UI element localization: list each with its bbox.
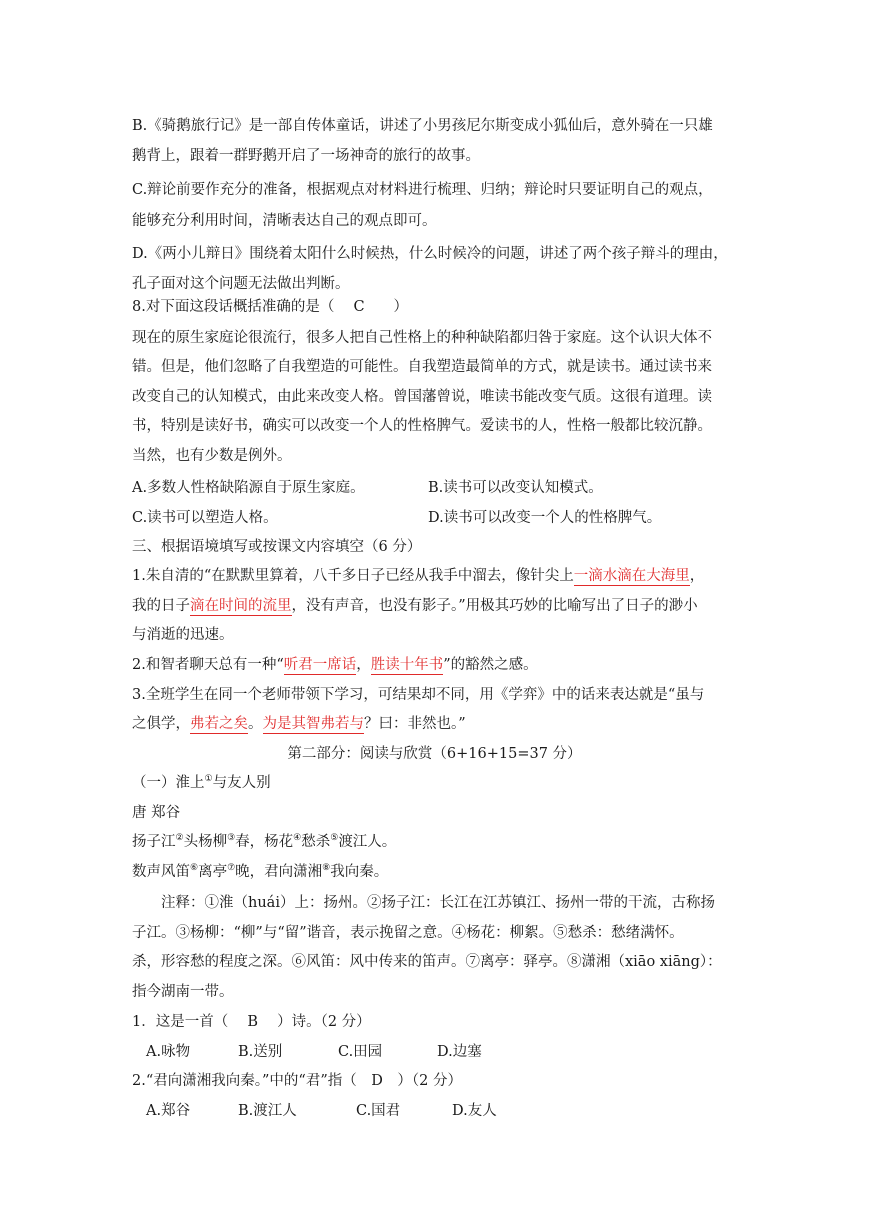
part2-q1-option-c: C.田园 xyxy=(338,1044,383,1060)
poem-line2-mark3: ⑧ xyxy=(322,863,331,874)
section3-q3-text-b: 之俱学， xyxy=(132,716,190,732)
part2-q1-stem: 1．这是一首（ B ）诗。（2 分） xyxy=(132,1014,371,1030)
poem-title-b: 与友人别 xyxy=(212,775,271,791)
poem-line2-d: 我向秦。 xyxy=(330,864,389,880)
poem-line1-e: 渡江人。 xyxy=(338,834,397,850)
poem-line1-mark4: ⑤ xyxy=(330,833,339,844)
poem-line2-a: 数声风笛 xyxy=(132,864,190,880)
poem-author: 唐 郑谷 xyxy=(132,805,181,821)
section3-q2-answer1: 听君一席话 xyxy=(283,657,357,673)
section3-q2-text-b: ， xyxy=(356,657,371,673)
q8-option-b: B.读书可以改变认知模式。 xyxy=(428,480,603,496)
poem-line2 xyxy=(132,862,388,882)
poem-line1-b: 头杨柳 xyxy=(183,834,228,850)
poem-line1-mark2: ③ xyxy=(227,833,236,844)
q8-passage-line5: 当然，也有少数是例外。 xyxy=(132,448,292,464)
poem-notes-line1: 注释：①淮（huái）上：扬州。②扬子江：长江在江苏镇江、扬州一带的干流，古称扬 xyxy=(161,895,715,911)
section3-q3-answer2: 为是其智弗若与 xyxy=(262,716,364,732)
poem-line1-a: 扬子江 xyxy=(132,834,176,850)
section3-q1-text-a: 1.朱自清的“在默默里算着，八千多日子已经从我手中溜去，像针尖上 xyxy=(132,568,574,584)
section3-q1-line2 xyxy=(132,596,698,616)
poem-line2-mark2: ⑦ xyxy=(227,863,236,874)
part2-q2-option-c: C.国君 xyxy=(356,1103,401,1119)
poem-line1-mark1: ② xyxy=(175,833,184,844)
q8-passage-line3: 改变自己的认知模式，由此来改变人格。曾国藩曾说，唯读书能改变气质。这很有道理。读 xyxy=(132,389,712,405)
part2-q1-option-b: B.送别 xyxy=(238,1044,283,1060)
part2-q2-option-d: D.友人 xyxy=(452,1103,497,1119)
q8-option-c: C.读书可以塑造人格。 xyxy=(132,510,278,526)
poem-title-footnote-mark: ① xyxy=(204,774,213,785)
poem-title xyxy=(132,773,271,793)
poem-notes-line3: 杀，形容愁的程度之深。⑥风笛：风中传来的笛声。⑦离亭：驿亭。⑧潇湘（xiāo xiāng）： xyxy=(132,954,722,970)
section3-q1-text-d: ，没有声音，也没有影子。”用极其巧妙的比喻写出了日子的渺小 xyxy=(291,598,698,614)
section3-q3-text-c: 。 xyxy=(248,716,263,732)
poem-line1-mark3: ④ xyxy=(293,833,302,844)
part2-q2-stem: 2.“君向潇湘我向秦。”中的“君”指（ D ）（2 分） xyxy=(132,1073,462,1089)
part2-q1-option-d: D.边塞 xyxy=(437,1044,482,1060)
section3-q3-text-d: ？曰：非然也。” xyxy=(364,716,466,732)
section3-q3-line2 xyxy=(132,714,466,734)
part2-q1-option-a: A.咏物 xyxy=(146,1044,191,1060)
q7-option-b-line2: 鹅背上，跟着一群野鹅开启了一场神奇的旅行的故事。 xyxy=(132,148,480,164)
section3-q3-answer1: 弗若之矣 xyxy=(190,716,248,732)
q8-option-d: D.读书可以改变一个人的性格脾气。 xyxy=(428,510,662,526)
poem-line2-c: 晚，君向潇湘 xyxy=(235,864,323,880)
section3-heading: 三、根据语境填写或按课文内容填空（6 分） xyxy=(132,539,422,555)
section3-q1-line1 xyxy=(132,566,704,586)
poem-notes-line2: 子江。③杨柳：“柳”与“留”谐音，表示挽留之意。④杨花：柳絮。⑤愁杀：愁绪满怀。 xyxy=(132,925,684,941)
part2-q2-option-a: A.郑谷 xyxy=(146,1103,191,1119)
section3-q2-text-a: 2.和智者聊天总有一种“ xyxy=(132,657,284,673)
poem-line1-d: 愁杀 xyxy=(301,834,331,850)
q7-option-d-line2: 孔子面对这个问题无法做出判断。 xyxy=(132,276,350,292)
q8-option-a: A.多数人性格缺陷源自于原生家庭。 xyxy=(132,480,365,496)
q8-passage-line2: 错。但是，他们忽略了自我塑造的可能性。自我塑造最简单的方式，就是读书。通过读书来 xyxy=(132,359,712,375)
poem-line1-c: 春，杨花 xyxy=(235,834,294,850)
poem-title-a: （一）淮上 xyxy=(132,775,205,791)
q7-option-d-line1: D.《两小儿辩日》围绕着太阳什么时候热，什么时候冷的问题，讲述了两个孩子辩斗的理由， xyxy=(132,246,728,262)
section3-q3-line1: 3.全班学生在同一个老师带领下学习，可结果却不同，用《学弈》中的话来表达就是“虽与 xyxy=(132,687,705,703)
q8-stem: 8.对下面这段话概括准确的是（ C ） xyxy=(132,299,409,315)
q8-passage-line4: 书，特别是读好书，确实可以改变一个人的性格脾气。爱读书的人，性格一般都比较沉静。 xyxy=(132,418,712,434)
section3-q1-answer2: 滴在时间的流里 xyxy=(190,598,292,614)
section3-q1-answer1: 一滴水滴在大海里 xyxy=(573,568,690,584)
poem-line1 xyxy=(132,832,396,852)
q7-option-c-line1: C.辩论前要作充分的准备，根据观点对材料进行梳理、归纳；辩论时只要证明自己的观点， xyxy=(132,182,713,198)
section3-q2-answer2: 胜读十年书 xyxy=(370,657,444,673)
poem-line2-mark1: ⑥ xyxy=(190,863,199,874)
section3-q2-text-c: ”的豁然之感。 xyxy=(443,657,538,673)
section3-q1-text-c: 我的日子 xyxy=(132,598,190,614)
section3-q2-line xyxy=(132,655,538,675)
section3-q1-text-b: ， xyxy=(689,568,705,584)
section3-q1-line3: 与消逝的迅速。 xyxy=(132,627,234,643)
q8-passage-line1: 现在的原生家庭论很流行，很多人把自己性格上的种种缺陷都归咎于家庭。这个认识大体不 xyxy=(132,330,712,346)
q7-option-b-line1: B.《骑鹅旅行记》是一部自传体童话，讲述了小男孩尼尔斯变成小狐仙后，意外骑在一只雄 xyxy=(132,118,713,134)
part2-q2-option-b: B.渡江人 xyxy=(238,1103,297,1119)
q7-option-c-line2: 能够充分利用时间，清晰表达自己的观点即可。 xyxy=(132,213,437,229)
poem-notes-line4: 指今湖南一带。 xyxy=(132,984,234,1000)
poem-line2-b: 离亭 xyxy=(198,864,228,880)
part2-heading: 第二部分：阅读与欣赏（6+16+15=37 分） xyxy=(287,746,582,762)
